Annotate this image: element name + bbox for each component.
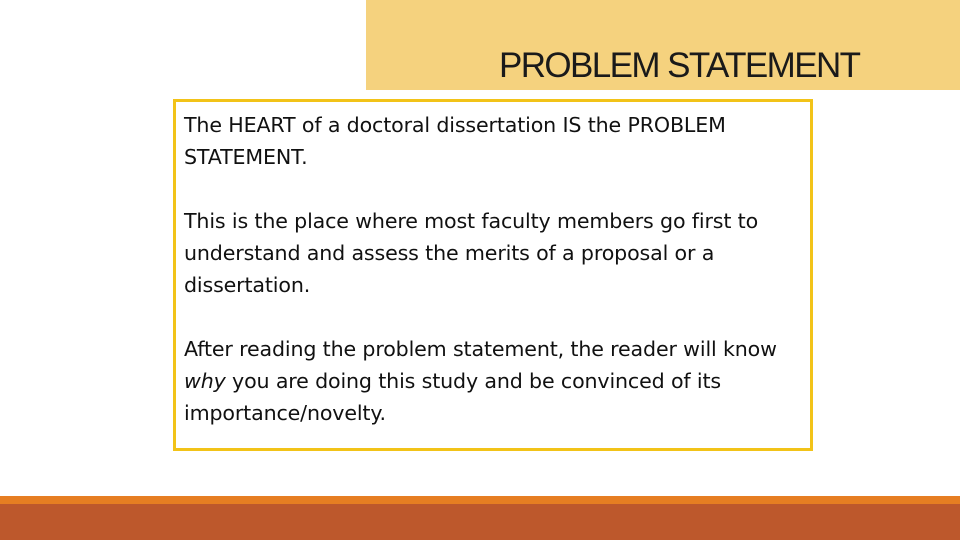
footer-stripe-dark: [0, 504, 960, 540]
paragraph-reader: [184, 333, 810, 429]
content-box: [173, 99, 813, 451]
content-text: [184, 109, 810, 429]
paragraph-reader-end: you are doing this study and be convinced of its importance/novelty.: [184, 369, 721, 425]
slide-title: PROBLEM STATEMENT: [499, 46, 860, 85]
footer-stripe-light: [0, 496, 960, 504]
paragraph-faculty: This is the place where most faculty members go first to understand and assess the merits of a proposal or a dissertation.: [184, 209, 759, 297]
emphasis-why: why: [184, 369, 226, 393]
paragraph-reader-start: After reading the problem statement, the reader will know: [184, 337, 777, 361]
paragraph-heart: The HEART of a doctoral dissertation IS the PROBLEM STATEMENT.: [184, 113, 726, 169]
